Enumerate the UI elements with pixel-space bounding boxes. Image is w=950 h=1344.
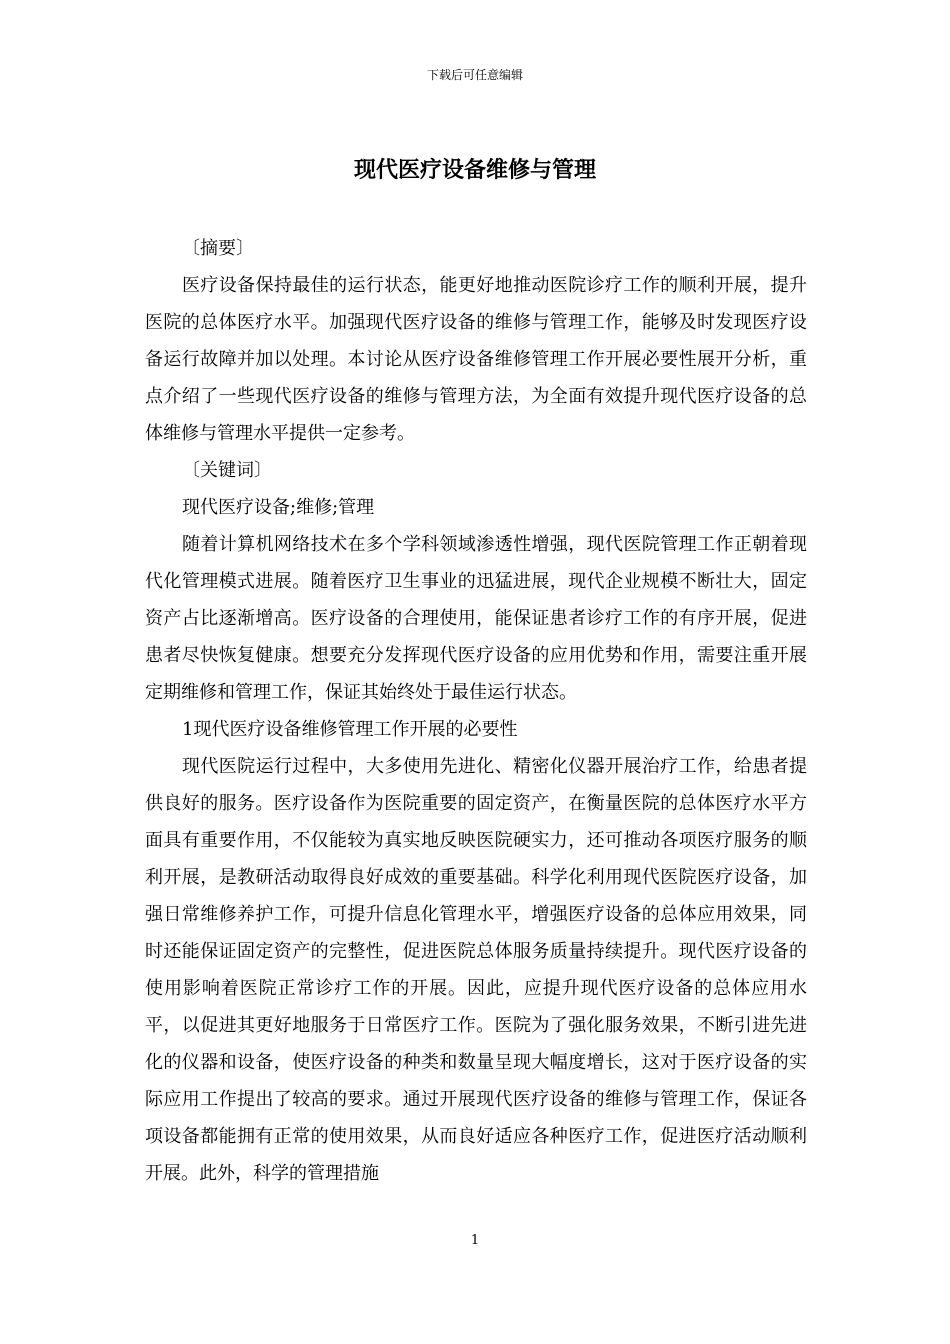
keywords-heading: 〔关键词〕 [182,460,272,481]
intro-paragraph: 随着计算机网络技术在多个学科领域渗透性增强，现代医院管理工作正朝着现代化管理模式进展。随着医疗卫生事业的迅猛进展，现代企业规模不断壮大，固定资产占比逐渐增高。医疗设备的合理使用，能保证患者诊疗工作的有序开展，促进患者尽快恢复健康。想要充分发挥现代医疗设备的应用优势和作用，需要注重开展定期维修和管理工作，保证其始终处于最佳运行状态。 [145,534,807,703]
header-note: 下载后可任意编辑 [426,68,523,82]
section-heading-1: 1现代医疗设备维修管理工作开展的必要性 [182,719,518,740]
document-body [145,230,807,1192]
section-1-paragraph: 现代医院运行过程中，大多使用先进化、精密化仪器开展治疗工作，给患者提供良好的服务。医疗设备作为医院重要的固定资产，在衡量医院的总体医疗水平方面具有重要作用，不仅能较为真实地反映医院硬实力，还可推动各项医疗服务的顺利开展，是教研活动取得良好成效的重要基础。科学化利用现代医院医疗设备，加强日常维修养护工作，可提升信息化管理水平，增强医疗设备的总体应用效果，同时还能保证固定资产的完整性，促进医院总体服务质量持续提升。现代医疗设备的使用影响着医院正常诊疗工作的开展。因此，应提升现代医疗设备的总体应用水平，以促进其更好地服务于日常医疗工作。医院为了强化服务效果，不断引进先进化的仪器和设备，使医疗设备的种类和数量呈现大幅度增长，这对于医疗设备的实际应用工作提出了较高的要求。通过开展现代医疗设备的维修与管理工作，保证各项设备都能拥有正常的使用效果，从而良好适应各种医疗工作，促进医疗活动顺利开展。此外，科学的管理措施 [145,756,807,1184]
abstract-heading: 〔摘要〕 [182,238,254,259]
abstract-paragraph: 医疗设备保持最佳的运行状态，能更好地推动医院诊疗工作的顺利开展，提升医院的总体医疗水平。加强现代医疗设备的维修与管理工作，能够及时发现医疗设备运行故障并加以处理。本讨论从医疗设备维修管理工作开展必要性展开分析，重点介绍了一些现代医疗设备的维修与管理方法，为全面有效提升现代医疗设备的总体维修与管理水平提供一定参考。 [145,275,807,444]
document-title: 现代医疗设备维修与管理 [353,157,596,183]
keywords-paragraph: 现代医疗设备;维修;管理 [182,497,375,518]
page-number: 1 [470,1233,480,1248]
